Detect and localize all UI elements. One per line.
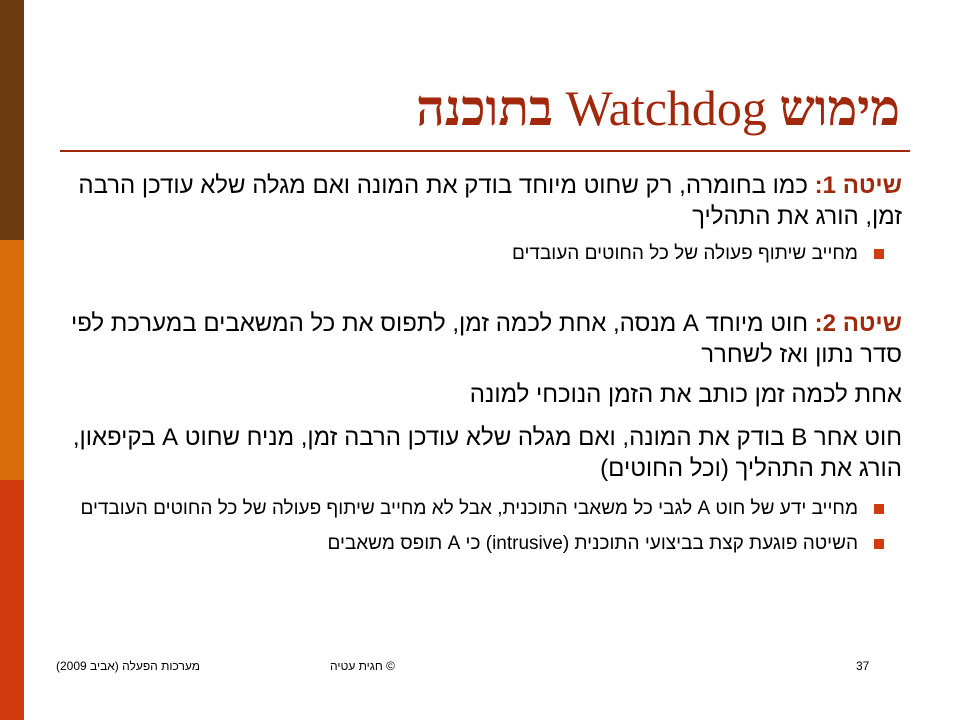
footer-course: מערכות הפעלה (אביב 2009) xyxy=(56,659,200,673)
method-1-text: כמו בחומרה, רק שחוט מיוחד בודק את המונה ואם מגלה שלא עודכן הרבה זמן, הורג את התהליך xyxy=(78,172,902,230)
side-bar-top xyxy=(0,0,24,240)
method-1-bullet-text: מחייב שיתוף פעולה של כל החוטים העובדים xyxy=(511,243,858,264)
method-1-paragraph xyxy=(60,170,902,232)
method-1-label: שיטה 1: xyxy=(814,172,902,199)
title-word-watchdog: Watchdog xyxy=(565,80,767,136)
footer-author: © חגית עטיה xyxy=(330,659,395,673)
title-word-3: בתוכנה xyxy=(416,80,553,136)
title-word-1: מימוש xyxy=(779,80,900,136)
slide-title xyxy=(50,80,900,136)
method-2-bullet-1 xyxy=(60,496,902,521)
side-bar-middle xyxy=(0,240,24,480)
method-2-bullet-1-text: מחייב ידע של חוט A לגבי כל משאבי התוכנית, אבל לא מחייב שיתוף פעולה של כל החוטים העובדים xyxy=(80,498,858,519)
page-number: 37 xyxy=(856,659,870,673)
method-2-text: חוט מיוחד A מנסה, אחת לכמה זמן, לתפוס את כל המשאבים במערכת לפי סדר נתון ואז לשחרר xyxy=(71,310,902,368)
method-1-bullet xyxy=(60,241,902,266)
method-2-line-3: חוט אחר B בודק את המונה, ואם מגלה שלא עודכן הרבה זמן, מניח שחוט A בקיפאון, הורג את התהליך (וכל החוטים) xyxy=(72,424,902,482)
method-2-line-2: אחת לכמה זמן כותב את הזמן הנוכחי למונה xyxy=(469,381,902,408)
square-bullet-icon xyxy=(874,539,884,549)
method-2-bullet-2 xyxy=(60,531,902,556)
slide-content xyxy=(60,170,902,556)
side-bar-bottom xyxy=(0,480,24,720)
method-2-bullet-2-text: השיטה פוגעת קצת בביצועי התוכנית (intrusive) כי A תופס משאבים xyxy=(327,533,858,554)
method-2-label: שיטה 2: xyxy=(814,310,902,337)
title-divider xyxy=(60,150,910,152)
square-bullet-icon xyxy=(874,504,884,514)
method-2-paragraph xyxy=(60,308,902,370)
square-bullet-icon xyxy=(874,249,884,259)
